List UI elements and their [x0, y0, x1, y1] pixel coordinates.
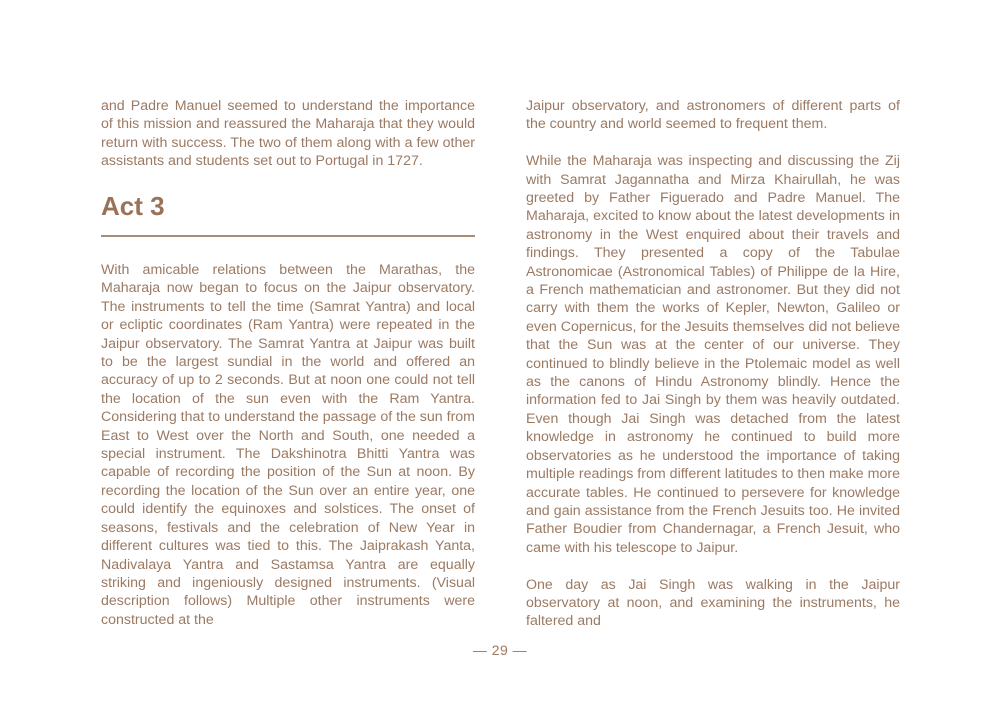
left-column	[101, 97, 475, 648]
page-number: — 29 —	[472, 642, 528, 658]
paragraph-2: While the Maharaja was inspecting and discussing the Zij with Samrat Jagannatha and Mirza Khairullah, he was greeted by Father Figuerado and Padre Manuel. The Maharaja, excited to know about the latest developments in astronomy in the West enquired about their travels and findings. They presented a copy of the Tabulae Astronomicae (Astronomical Tables) of Philippe de la Hire, a French mathematician and astronomer. But they did not carry with them the works of Kepler, Newton, Galileo or even Copernicus, for the Jesuits themselves did not believe that the Sun was at the center of our universe. They continued to blindly believe in the Ptolemaic model as well as the canons of Hindu Astronomy blindly. Hence the information fed to Jai Singh by them was heavily outdated. Even though Jai Singh was detached from the latest knowledge in astronomy he continued to build more observatories as he understood the importance of taking multiple readings from different latitudes to then make more accurate tables. He continued to persevere for knowledge and gain assistance from the French Jesuits too. He invited Father Boudier from Chandernagar, a French Jesuit, who came with his telescope to Jaipur.	[526, 153, 900, 556]
paragraph-3: One day as Jai Singh was walking in the Jaipur observatory at noon, and examining the instruments, he faltered and	[526, 576, 900, 630]
right-column	[526, 97, 900, 649]
body-paragraph: With amicable relations between the Marathas, the Maharaja now began to focus on the Jaipur observatory. The instruments to tell the time (Samrat Yantra) and local or ecliptic coordinates (Ram Yantra) were repeated in the Jaipur observatory. The Samrat Yantra at Jaipur was built to be the largest sundial in the world and offered an accuracy of up to 2 seconds. But at noon one could not tell the location of the sun even with the Ram Yantra. Considering that to understand the passage of the sun from East to West over the North and South, one needed a special instrument. The Dakshinotra Bhitti Yantra was capable of recording the position of the Sun at noon. By recording the location of the Sun over an entire year, one could identify the equinoxes and solstices. The onset of seasons, festivals and the celebration of New Year in different cultures was tied to this. The Jaiprakash Yanta, Nadivalaya Yantra and Sastamsa Yantra are equally striking and ingeniously designed instruments. (Visual description follows) Multiple other instruments were constructed at the	[101, 262, 475, 628]
paragraph-1: Jaipur observatory, and astronomers of different parts of the country and world seemed to frequent them.	[526, 98, 900, 133]
intro-paragraph: and Padre Manuel seemed to understand the importance of this mission and reassured the Maharaja that they would return with success. The two of them along with a few other assistants and students set out to Portugal in 1727.	[101, 98, 475, 170]
heading-divider	[101, 235, 475, 237]
section-heading: Act 3	[101, 191, 165, 222]
